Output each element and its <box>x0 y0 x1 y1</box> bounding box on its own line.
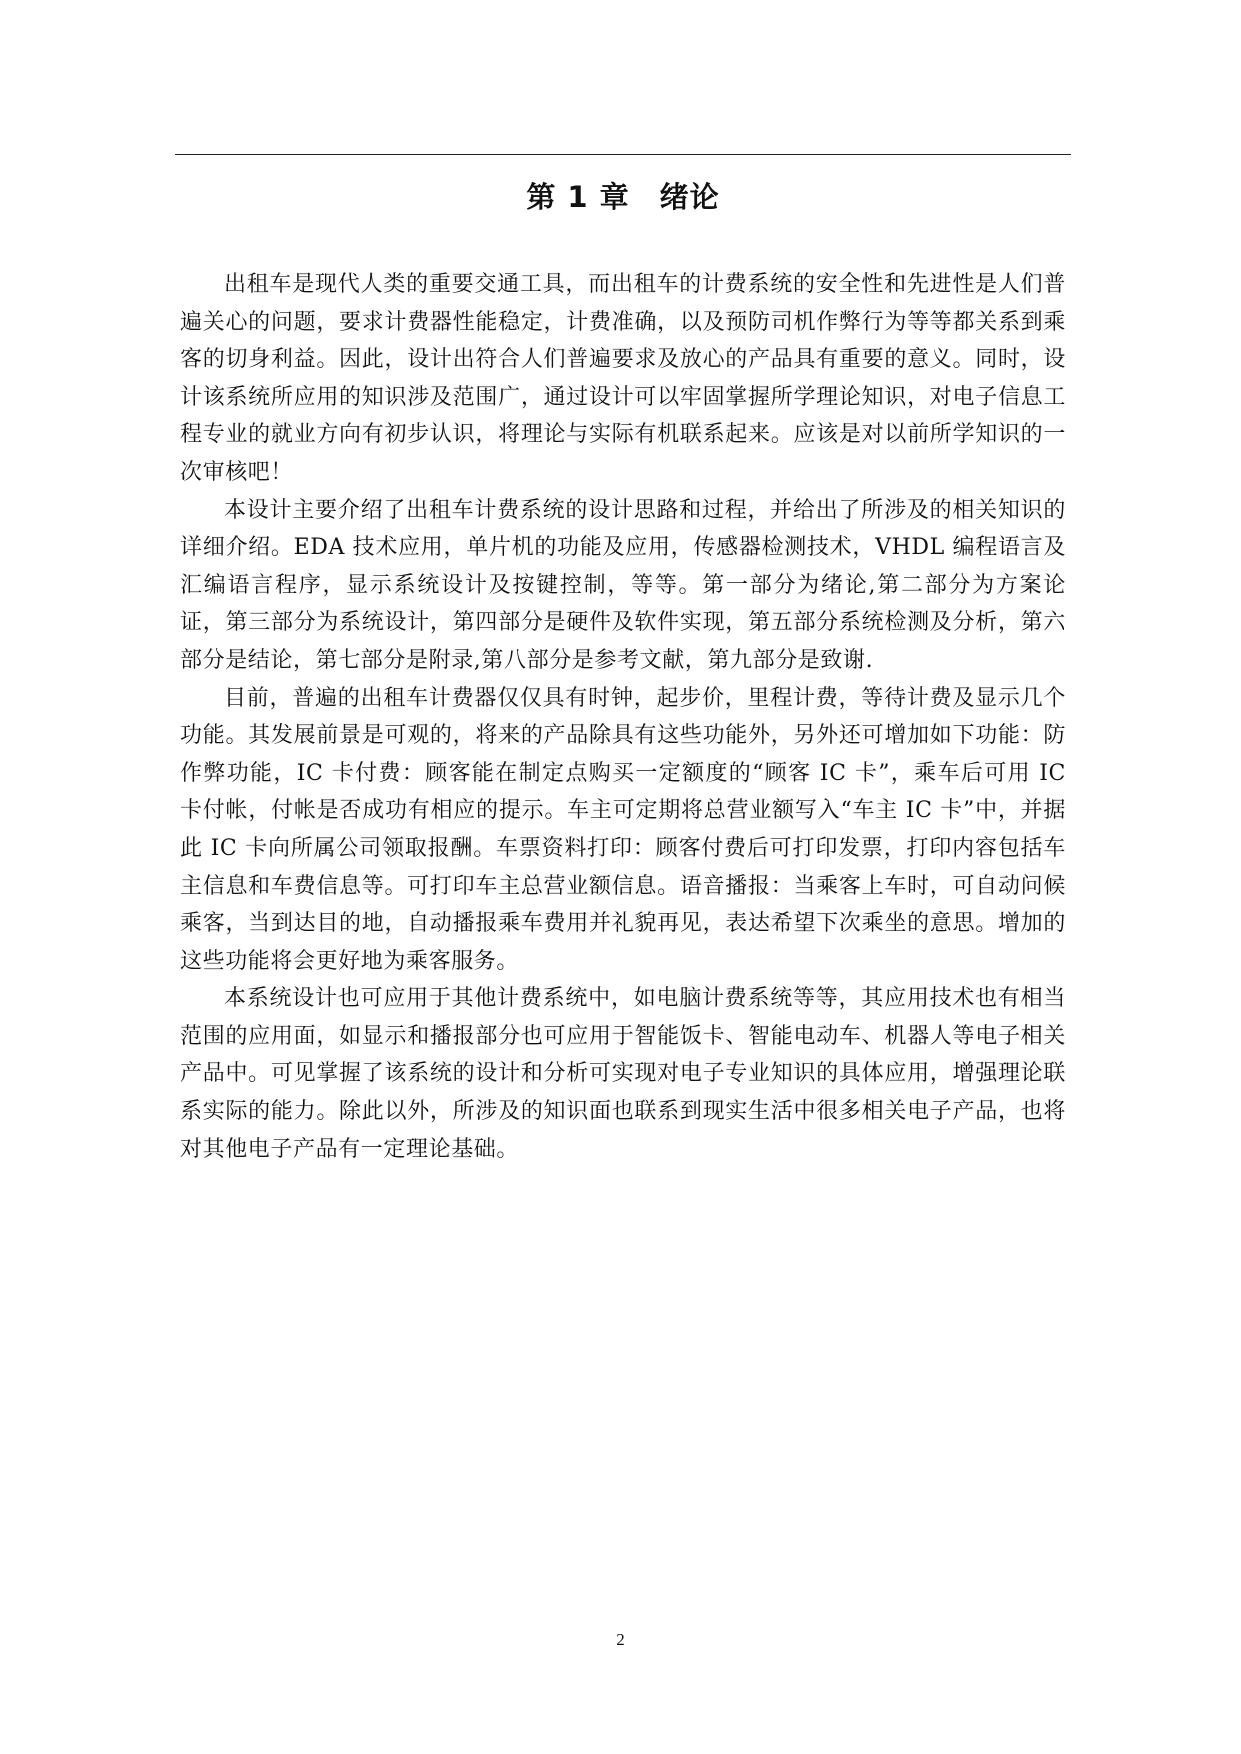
body-text <box>180 266 1066 1168</box>
paragraph-design-overview: 本设计主要介绍了出租车计费系统的设计思路和过程，并给出了所涉及的相关知识的详细介绍。EDA 技术应用，单片机的功能及应用，传感器检测技术，VHDL 编程语言及汇编语言程序，显示系统设计及按键控制，等等。第一部分为绪论,第二部分为方案论证，第三部分为系统设计，第四部分是硬件及软件实现，第五部分系统检测及分析，第六部分是结论，第七部分是附录,第八部分是参考文献，第九部分是致谢. <box>180 497 1066 673</box>
chapter-title: 第 1 章 绪论 <box>526 180 720 214</box>
header-rule <box>175 154 1071 155</box>
paragraph-current-features: 目前，普遍的出租车计费器仅仅具有时钟，起步价，里程计费，等待计费及显示几个功能。其发展前景是可观的，将来的产品除具有这些功能外，另外还可增加如下功能：防作弊功能，IC 卡付费：顾客能在制定点购买一定额度的“顾客 IC 卡”，乘车后可用 IC 卡付帐，付帐是否成功有相应的提示。车主可定期将总营业额写入“车主 IC 卡”中，并据此 IC 卡向所属公司领取报酬。车票资料打印：顾客付费后可打印发票，打印内容包括车主信息和车费信息等。可打印车主总营业额信息。语音播报：当乘客上车时，可自动问候乘客，当到达目的地，自动播报乘车费用并礼貌再见，表达希望下次乘坐的意思。增加的这些功能将会更好地为乘客服务。 <box>180 685 1066 974</box>
page-number: 2 <box>616 1630 625 1649</box>
paragraph-applications: 本系统设计也可应用于其他计费系统中，如电脑计费系统等等，其应用技术也有相当范围的应用面，如显示和播报部分也可应用于智能饭卡、智能电动车、机器人等电子相关产品中。可见掌握了该系统的设计和分析可实现对电子专业知识的具体应用，增强理论联系实际的能力。除此以外，所涉及的知识面也联系到现实生活中很多相关电子产品，也将对其他电子产品有一定理论基础。 <box>180 986 1066 1162</box>
paragraph-intro: 出租车是现代人类的重要交通工具，而出租车的计费系统的安全性和先进性是人们普遍关心的问题，要求计费器性能稳定，计费准确，以及预防司机作弊行为等等都关系到乘客的切身利益。因此，设计出符合人们普遍要求及放心的产品具有重要的意义。同时，设计该系统所应用的知识涉及范围广，通过设计可以牢固掌握所学理论知识，对电子信息工程专业的就业方向有初步认识，将理论与实际有机联系起来。应该是对以前所学知识的一次审核吧！ <box>180 272 1066 485</box>
